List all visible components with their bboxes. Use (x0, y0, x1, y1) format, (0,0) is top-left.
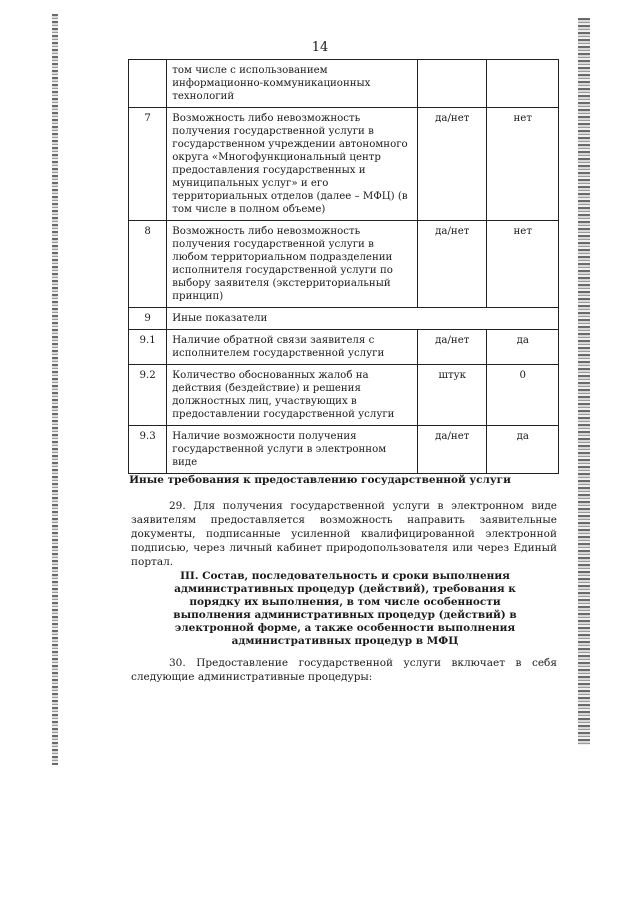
row-description-cell: том числе с использованием информационно-коммуникационных технологий (167, 60, 418, 108)
row-description-cell: Количество обоснованных жалоб на действия (бездействие) и решения должностных лиц, участвующих в предоставлении государственной услуги (167, 365, 418, 426)
section-title: III. Состав, последовательность и сроки выполнения административных процедур (действий), требования к порядку их выполнения, в том числе особенности выполнения административных процедур (действий) в электронной форме, а также особенности выполнения административных процедур в МФЦ (173, 570, 517, 647)
scan-edge-right (578, 18, 590, 745)
row-unit-cell: да/нет (418, 330, 487, 365)
row-unit-cell (418, 60, 487, 108)
row-description-cell: Иные показатели (167, 308, 559, 330)
row-value-cell: нет (487, 221, 559, 308)
row-unit-cell: да/нет (418, 108, 487, 221)
table-row (129, 60, 559, 108)
row-value-cell: 0 (487, 365, 559, 426)
row-number-cell: 9.2 (129, 365, 167, 426)
row-unit-cell: штук (418, 365, 487, 426)
row-unit-cell: да/нет (418, 221, 487, 308)
row-description-cell: Возможность либо невозможность получения государственной услуги в любом территориальном подразделении исполнителя государственной услуги по выбору заявителя (экстерриториальный принцип) (167, 221, 418, 308)
subheading: Иные требования к предоставлению государственной услуги (129, 474, 511, 486)
row-value-cell: да (487, 330, 559, 365)
table-row (129, 365, 559, 426)
row-value-cell: да (487, 426, 559, 474)
page-number: 14 (311, 40, 329, 55)
table-row (129, 108, 559, 221)
row-number-cell: 9 (129, 308, 167, 330)
table-row (129, 330, 559, 365)
table-row (129, 221, 559, 308)
requirements-table (128, 59, 559, 474)
row-number-cell: 9.1 (129, 330, 167, 365)
row-description-cell: Наличие возможности получения государственной услуги в электронном виде (167, 426, 418, 474)
table-row (129, 426, 559, 474)
row-unit-cell: да/нет (418, 426, 487, 474)
table-row (129, 308, 559, 330)
row-value-cell (487, 60, 559, 108)
paragraph-29: 29. Для получения государственной услуги в электронном виде заявителям предоставляется возможность направить заявительные документы, подписанные усиленной квалифицированной электронной подписью, через личный кабинет природопользователя или через Единый портал. (131, 500, 557, 568)
paragraph-30: 30. Предоставление государственной услуги включает в себя следующие административные процедуры: (131, 657, 557, 683)
row-number-cell: 9.3 (129, 426, 167, 474)
scan-edge-left (52, 14, 58, 765)
row-description-cell: Возможность либо невозможность получения государственной услуги в государственном учреждении автономного округа «Многофункциональный центр предоставления государственных и муниципальных услуг» и его территориальных отделов (далее – МФЦ) (в том числе в полном объеме) (167, 108, 418, 221)
row-number-cell (129, 60, 167, 108)
row-number-cell: 7 (129, 108, 167, 221)
row-description-cell: Наличие обратной связи заявителя с исполнителем государственной услуги (167, 330, 418, 365)
row-value-cell: нет (487, 108, 559, 221)
row-number-cell: 8 (129, 221, 167, 308)
